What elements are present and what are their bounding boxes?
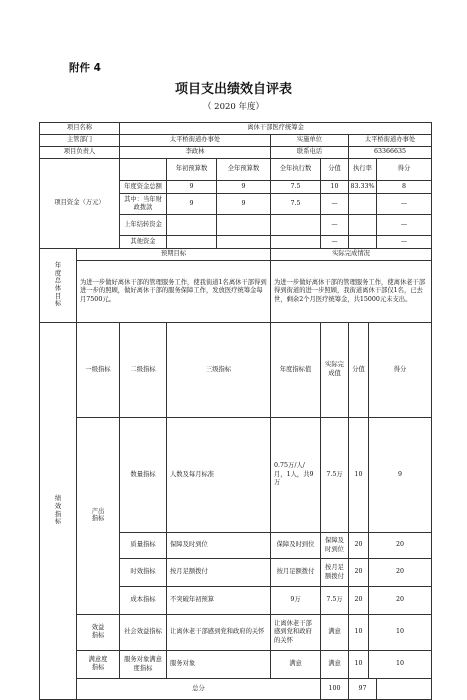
funds-row-score-value: — <box>321 215 349 236</box>
department-row <box>40 135 432 147</box>
evaluation-table <box>39 122 432 700</box>
funds-row-score: — <box>377 194 432 215</box>
funds-row-executed: 7.5 <box>271 194 321 215</box>
indicator-row <box>40 615 432 651</box>
actual-completion-text: 为进一步做好离休干部的管理服务工作，使离休老干部得到街道的进一步照顾，我街道离休干部仅1名，已去世，剩余2个月医疗统筹金，共15000元未支出。 <box>271 261 432 323</box>
funds-row-initial <box>167 236 217 249</box>
implementing-unit-label: 实施单位 <box>271 135 349 147</box>
indicators-header-target: 年度指标值 <box>271 323 321 418</box>
funds-header-rate: 执行率 <box>349 159 377 181</box>
funds-corner-cell <box>120 159 167 181</box>
funds-section-label: 项目资金（万元） <box>40 159 120 249</box>
funds-row-full <box>217 236 271 249</box>
funds-row-score-value: — <box>321 194 349 215</box>
funds-row-label: 其他资金 <box>120 236 167 249</box>
project-name-label: 项目名称 <box>40 123 120 135</box>
indicator-target: 按月足额拨付 <box>271 559 321 587</box>
funds-row-label: 上年结转资金 <box>120 215 167 236</box>
indicator-second-level: 社会效益指标 <box>120 615 167 651</box>
goals-section-label: 年度总体目标 <box>40 249 77 323</box>
indicator-target: 保障及时到位 <box>271 533 321 559</box>
indicator-second-level: 数量指标 <box>120 417 167 533</box>
benefit-indicators-label: 效益指标 <box>77 615 120 651</box>
indicator-third-level: 不突破年初预算 <box>167 587 271 615</box>
funds-row-full: 9 <box>217 181 271 194</box>
goals-header-row <box>40 249 432 261</box>
indicators-header-first: 一级指标 <box>77 323 120 418</box>
leader-row <box>40 147 432 159</box>
indicator-value: 20 <box>349 587 369 615</box>
funds-row-score: — <box>377 236 432 249</box>
funds-row-executed <box>271 236 321 249</box>
indicators-section-label: 绩效指标 <box>40 323 77 700</box>
indicators-header-third: 三级指标 <box>167 323 271 418</box>
funds-row-initial <box>167 215 217 236</box>
funds-row-initial: 9 <box>167 181 217 194</box>
indicator-score: 9 <box>369 417 432 533</box>
indicators-header-value: 分值 <box>349 323 369 418</box>
indicator-actual: 按月足额拨付 <box>321 559 349 587</box>
funds-row-rate <box>349 194 377 215</box>
funds-row-label: 年度资金总额 <box>120 181 167 194</box>
indicator-second-level: 质量指标 <box>120 533 167 559</box>
indicator-value: 10 <box>349 651 369 679</box>
indicator-row <box>40 417 432 533</box>
indicator-score: 20 <box>369 559 432 587</box>
indicator-value: 10 <box>349 615 369 651</box>
funds-row-initial: 9 <box>167 194 217 215</box>
attachment-label: 附件 4 <box>69 62 101 74</box>
indicator-target: 9万 <box>271 587 321 615</box>
funds-row-executed: 7.5 <box>271 181 321 194</box>
indicator-second-level: 成本指标 <box>120 587 167 615</box>
indicators-header-score: 得分 <box>369 323 432 418</box>
department-label: 主管部门 <box>40 135 120 147</box>
indicator-actual: 满意 <box>321 651 349 679</box>
funds-row-score-value: — <box>321 236 349 249</box>
funds-header-score-value: 分值 <box>321 159 349 181</box>
indicator-actual: 满意 <box>321 615 349 651</box>
expected-goal-text: 为进一步做好离休干部的管理服务工作，使我街道1名离休干部得到进一步的照顾，做好离休干部的服务保障工作，发放医疗统筹金每月7500元。 <box>77 261 271 323</box>
indicator-second-level: 时效指标 <box>120 559 167 587</box>
indicator-score: 20 <box>369 587 432 615</box>
project-leader-label: 项目负责人 <box>40 147 120 159</box>
indicators-header-actual: 实际完成值 <box>321 323 349 418</box>
indicator-score: 20 <box>369 533 432 559</box>
indicator-value: 20 <box>349 559 369 587</box>
indicators-header-row <box>40 323 432 418</box>
goals-content-row <box>40 261 432 323</box>
funds-row-executed <box>271 215 321 236</box>
total-score: 97 <box>349 679 377 700</box>
funds-row-rate <box>349 215 377 236</box>
indicator-third-level: 按月足额拨付 <box>167 559 271 587</box>
funds-header-initial: 年初预算数 <box>167 159 217 181</box>
funds-row-score: 8 <box>377 181 432 194</box>
funds-header-executed: 全年执行数 <box>271 159 321 181</box>
total-value: 100 <box>321 679 349 700</box>
indicator-row <box>40 651 432 679</box>
indicators-header-second: 二级指标 <box>120 323 167 418</box>
document-title: 项目支出绩效自评表 <box>174 82 292 97</box>
indicator-actual: 7.5万 <box>321 587 349 615</box>
satisfaction-indicators-label: 满意度指标 <box>77 651 120 679</box>
implementing-unit-value: 太平桥街道办事处 <box>349 135 432 147</box>
funds-header-full: 全年预算数 <box>217 159 271 181</box>
expected-goal-header: 预期目标 <box>77 249 271 261</box>
funds-header-row <box>40 159 432 181</box>
actual-completion-header: 实际完成情况 <box>271 249 432 261</box>
output-indicators-label: 产出指标 <box>77 417 120 615</box>
indicator-target: 让离休老干部感到党和政府的关怀 <box>271 615 321 651</box>
phone-label: 联系电话 <box>271 147 349 159</box>
document-year: （ 2020 年度） <box>202 102 265 112</box>
indicator-third-level: 保障及时到位 <box>167 533 271 559</box>
indicator-score: 10 <box>369 651 432 679</box>
funds-row-full <box>217 215 271 236</box>
total-label: 总分 <box>77 679 321 700</box>
funds-row-rate: 83.33% <box>349 181 377 194</box>
department-value: 太平桥街道办事处 <box>120 135 271 147</box>
funds-row-full: 9 <box>217 194 271 215</box>
indicator-value: 10 <box>349 417 369 533</box>
indicator-third-level: 服务对象 <box>167 651 271 679</box>
project-leader-value: 李政林 <box>120 147 271 159</box>
funds-row-score-value: 10 <box>321 181 349 194</box>
indicator-score: 10 <box>369 615 432 651</box>
project-name-row <box>40 123 432 135</box>
phone-value: 63366635 <box>349 147 432 159</box>
funds-row-label: 其中：当年财政拨款 <box>120 194 167 215</box>
funds-header-score: 得分 <box>377 159 432 181</box>
indicator-actual: 7.5万 <box>321 417 349 533</box>
indicator-target: 0.75万/人/月，1人，共9万 <box>271 417 321 533</box>
total-reason <box>377 679 432 700</box>
indicator-second-level: 服务对象满意度指标 <box>120 651 167 679</box>
total-row <box>40 679 432 700</box>
indicator-third-level: 人数及每月标准 <box>167 417 271 533</box>
indicator-third-level: 让离休老干部感到党和政府的关怀 <box>167 615 271 651</box>
indicator-actual: 保障及时到位 <box>321 533 349 559</box>
project-name-value: 离休干部医疗统筹金 <box>120 123 432 135</box>
funds-row-rate <box>349 236 377 249</box>
funds-row-score: — <box>377 215 432 236</box>
indicator-value: 20 <box>349 533 369 559</box>
indicator-target: 满意 <box>271 651 321 679</box>
